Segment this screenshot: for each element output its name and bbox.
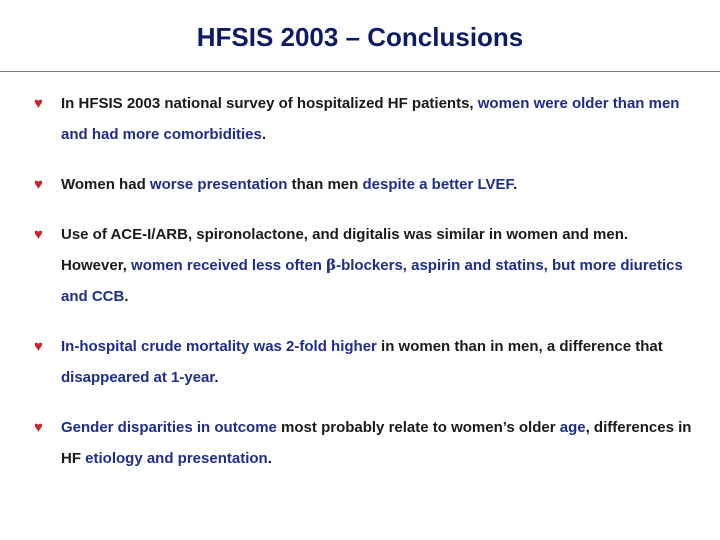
bullet-highlight: In-hospital crude mortality was 2-fold higher [61,338,377,355]
bullet-item [34,88,694,150]
bullet-highlight: women received less often [131,257,327,274]
bullet-text: . [261,126,267,143]
beta-symbol: β [326,256,337,274]
heart-icon: ♥ [34,95,43,112]
heart-icon: ♥ [34,419,43,436]
bullet-text: Women had [61,176,150,193]
bullet-text: in women than in men, a difference that [376,338,663,355]
bullet-highlight: Gender disparities in outcome [61,419,277,436]
bullet-text: Use of ACE-I/ARB, spironolactone, and digitalis was similar in women and men. However, [61,226,629,274]
bullet-highlight: despite a better LVEF [362,176,514,193]
bullet-highlight: -blockers, aspirin and statins, but more diuretics and CCB [61,257,683,305]
bullet-item [34,169,694,200]
bullet-text: . [214,369,219,386]
bullet-item [34,412,694,474]
heart-icon: ♥ [34,338,43,355]
bullet-text: , differences in HF [61,419,692,467]
bullet-text: than men [287,176,363,193]
bullet-text: . [124,288,129,305]
bullet-highlight: women were older than men and had more comorbidities [61,95,680,143]
slide-title: HFSIS 2003 – Conclusions [196,22,524,52]
heart-icon: ♥ [34,226,43,243]
title-divider [0,71,720,72]
bullet-highlight: worse presentation [149,176,288,193]
bullet-highlight: etiology and presentation [85,450,268,467]
bullet-text: most probably relate to women’s older [276,419,560,436]
heart-icon: ♥ [34,176,43,193]
conclusions-list [34,88,694,493]
bullet-highlight: disappeared at 1-year [61,369,215,386]
bullet-item [34,219,694,312]
bullet-text: In HFSIS 2003 national survey of hospitalized HF patients, [61,95,478,112]
bullet-text: . [513,176,518,193]
bullet-text: . [267,450,272,467]
bullet-item [34,331,694,393]
bullet-highlight: age [559,419,586,436]
